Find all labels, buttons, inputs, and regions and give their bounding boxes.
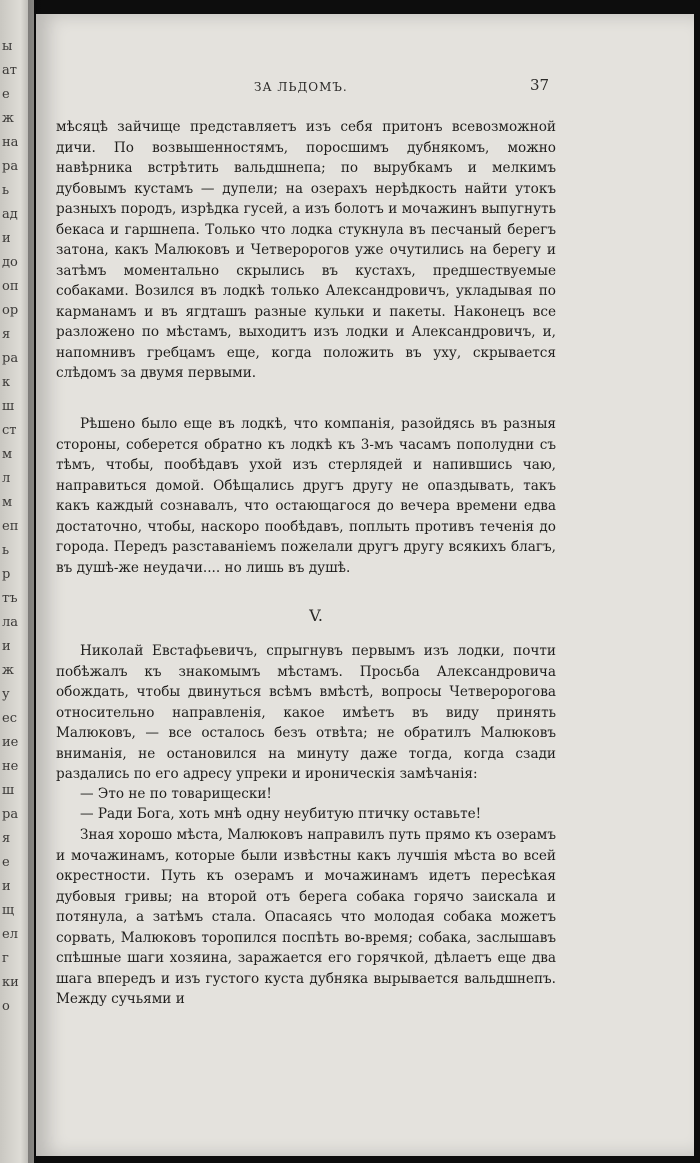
left-page-fragment: оп	[2, 279, 19, 294]
paragraph-3: Николай Евстафьевичъ, спрыгнувъ первымъ изъ лодки, почти побѣжалъ къ знакомымъ мѣстамъ. Просьба Александровича обождать, чтобы двинуться всѣмъ вмѣстѣ, вопросы Четверорогова относительно направленія, какое имѣетъ въ виду принять Малюковъ, — все осталось безъ отвѣта; не обратилъ Малюковъ вниманія, не остановился на минуту даже тогда, когда сзади раздались по его адресу упреки и ироническія замѣчанія:	[56, 643, 556, 782]
left-page-fragment: ад	[2, 207, 18, 222]
left-page-fragment: еп	[2, 519, 19, 534]
left-page-fragment: м	[2, 495, 13, 510]
left-page-fragment: и	[2, 879, 11, 894]
left-page-fragment: ра	[2, 351, 19, 366]
left-page-fragment: ш	[2, 783, 15, 798]
left-page-fragment: и	[2, 639, 11, 654]
quote-line-1: — Это не по товарищески!	[80, 786, 272, 802]
left-page-fragment: до	[2, 255, 18, 270]
left-page-fragment: ел	[2, 927, 18, 942]
left-page-fragment: ст	[2, 423, 17, 438]
paragraph-4: Зная хорошо мѣста, Малюковъ направилъ путь прямо къ озерамъ и мочажинамъ, которые были извѣстны какъ лучшія мѣста во всей окрестности. Путь къ озерамъ и мочажинамъ идетъ пересѣкая дубовыя гривы; на второй отъ берега собака горячо заискала и потянула, а затѣмъ стала. Опасаясь что молодая собака можетъ сорвать, Малюковъ торопился поспѣть во-время; собака, заслышавъ спѣшные шаги хозяина, заражается его горячкой, дѣлаетъ еще два шага впередъ и изъ густого куста дубняка вырывается вальдшнепъ. Между сучьями и	[56, 827, 556, 1007]
left-page-fragment: к	[2, 375, 11, 390]
left-page-fragment: ра	[2, 807, 19, 822]
left-page-fragment: я	[2, 327, 11, 342]
left-page-fragment: ы	[2, 39, 13, 54]
left-page-fragment: ь	[2, 183, 10, 198]
left-page-fragment: ие	[2, 735, 19, 750]
left-page-fragment: тъ	[2, 591, 18, 606]
left-page-fragment: ла	[2, 615, 19, 630]
left-page-fragment: ра	[2, 159, 19, 174]
left-page-fragment: и	[2, 231, 11, 246]
left-page-fragment: р	[2, 567, 11, 582]
paragraph-1: мѣсяцѣ зайчище представляетъ изъ себя притонъ всевозможной дичи. По возвышенностямъ, поросшимъ дубнякомъ, можно навѣрника встрѣтить вальдшнепа; по вырубкамъ и мелкимъ дубовымъ кустамъ — дупели; на озерахъ нерѣдкость найти утокъ разныхъ породъ, изрѣдка гусей, а изъ болотъ и мочажинъ выпугнуть бекаса и гаршнепа. Только что лодка стукнула въ песчаный берегъ затона, какъ Малюковъ и Четверорогов уже очутились на берегу и затѣмъ моментально скрылись въ кустахъ, предшествуемые собаками. Возился въ лодкѣ только Александровичъ, укладывая по карманамъ и въ ягдташъ разные кульки и пакеты. Наконецъ все разложено по мѣстамъ, выходитъ изъ лодки и Александровичъ, и, напомнивъ гребцамъ еще, когда положить въ уху, скрывается слѣдомъ за двумя первыми.	[56, 119, 556, 381]
left-page-fragment: ь	[2, 543, 10, 558]
page-header	[36, 76, 694, 100]
left-page-fragment: у	[2, 687, 10, 702]
left-page-fragment: ес	[2, 711, 17, 726]
left-page-fragment: л	[2, 471, 11, 486]
left-page-fragment: ат	[2, 63, 17, 78]
left-page-fragment: м	[2, 447, 13, 462]
left-page-fragment: не	[2, 759, 19, 774]
left-page-fragment: я	[2, 831, 11, 846]
left-page-fragment: е	[2, 87, 10, 102]
left-page-fragment: ж	[2, 111, 14, 126]
left-page-fragment: е	[2, 855, 10, 870]
left-page-fragment: ор	[2, 303, 19, 318]
paragraph-2: Рѣшено было еще въ лодкѣ, что компанія, разойдясь въ разныя стороны, соберется обратно къ лодкѣ къ 3-мъ часамъ пополудни съ тѣмъ, чтобы, пообѣдавъ ухой изъ стерлядей и напившись чаю, направиться домой. Обѣщались другъ другу не опаздывать, такъ какъ каждый сознавалъ, что остающагося до вечера времени едва достаточно, чтобы, наскоро пообѣдавъ, поплыть противъ теченія до города. Передъ разставаніемъ пожелали другъ другу всякихъ благъ, въ душѣ-же неудачи.... но лишь въ душѣ.	[56, 416, 556, 576]
quote-line-2: — Ради Бога, хоть мнѣ одну неубитую птичку оставьте!	[80, 806, 482, 822]
left-page-fragment: о	[2, 999, 10, 1014]
chapter-heading: V.	[309, 606, 323, 625]
left-page-fragment: на	[2, 135, 19, 150]
left-page-fragment: г	[2, 951, 9, 966]
left-page-fragment: ш	[2, 399, 15, 414]
page-number: 37	[530, 76, 550, 94]
left-page-fragment: ж	[2, 663, 14, 678]
book-page	[36, 14, 694, 1156]
running-title: ЗА ЛЬДОМЪ.	[254, 80, 348, 94]
left-page-fragment: щ	[2, 903, 15, 918]
left-page-fragment: ки	[2, 975, 19, 990]
